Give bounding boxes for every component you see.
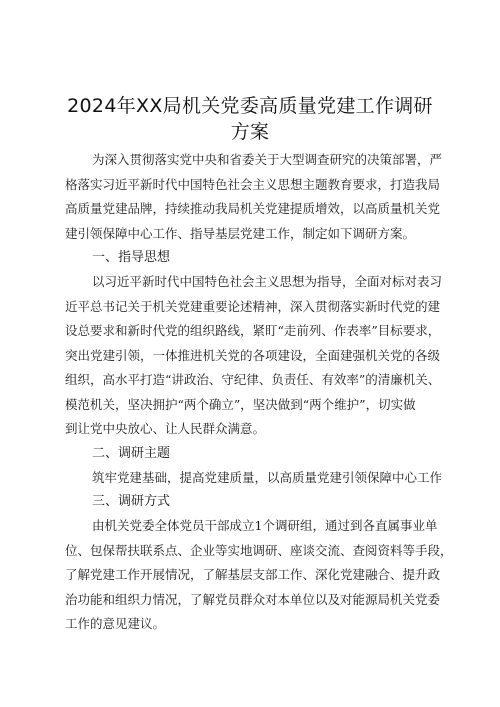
- intro-line: 高质量党建品牌，持续推动我局机关党建提质增效，以高质量机关党: [65, 201, 441, 216]
- section-heading-guiding-thought: 一、指导思想: [92, 250, 171, 265]
- section1-line: 突出党建引领，一体推进机关党的各项建设，全面建强机关党的各级: [65, 347, 441, 363]
- section3-paragraph: [65, 514, 453, 637]
- intro-line: 为深入贯彻落实党中央和省委关于大型调查研究的决策部署，严: [92, 152, 443, 167]
- section1-line: 组织，高水平打造“讲政治、守纪律、负责任、有效率”的清廉机关、: [65, 372, 441, 387]
- intro-line: 格落实习近平新时代中国特色社会主义思想主题教育要求，打造我局: [65, 176, 441, 192]
- section3-line: 位、包保帮扶联系点、企业等实地调研、座谈交流、查阅资料等手段，: [65, 542, 453, 558]
- section-heading-research-method: 三、调研方式: [92, 494, 171, 509]
- section1-line: 设总要求和新时代党的组织路线，紧盯“走前列、作表率”目标要求，: [65, 323, 441, 338]
- intro-line: 建引领保障中心工作、指导基层党建工作，制定如下调研方案。: [65, 225, 416, 241]
- section3-line: 治功能和组织力情况，了解党员群众对本单位以及对能源局机关党委: [65, 591, 441, 607]
- section-heading-research-topic: 二、调研主题: [92, 446, 171, 461]
- section1-paragraph: [65, 270, 444, 442]
- section3-line: 工作的意见建议。: [65, 616, 166, 631]
- document-title-line-2: 方案: [230, 121, 270, 143]
- section3-line: 了解党建工作开展情况，了解基层支部工作、深化党建融合、提升政: [65, 567, 441, 582]
- section1-line: 以习近平新时代中国特色社会主义思想为指导，全面对标对表习: [92, 274, 443, 289]
- section2-line: 筑牢党建基础，提高党建质量，以高质量党建引领保障中心工作: [92, 470, 443, 485]
- section3-line: 由机关党委全体党员干部成立1个调研组，通过到各直属事业单: [92, 518, 438, 533]
- section1-line: 模范机关，坚决拥护“两个确立”，坚决做到“两个维护”，切实做: [65, 396, 416, 412]
- intro-paragraph: [65, 148, 444, 246]
- section1-line: 到让党中央放心、让人民群众满意。: [65, 421, 266, 436]
- section2-paragraph: [92, 466, 444, 491]
- document-title-line-1: 2024年XX局机关党委高质量党建工作调研: [67, 95, 433, 117]
- section1-line: 近平总书记关于机关党建重要论述精神，深入贯彻落实新时代党的建: [65, 298, 441, 314]
